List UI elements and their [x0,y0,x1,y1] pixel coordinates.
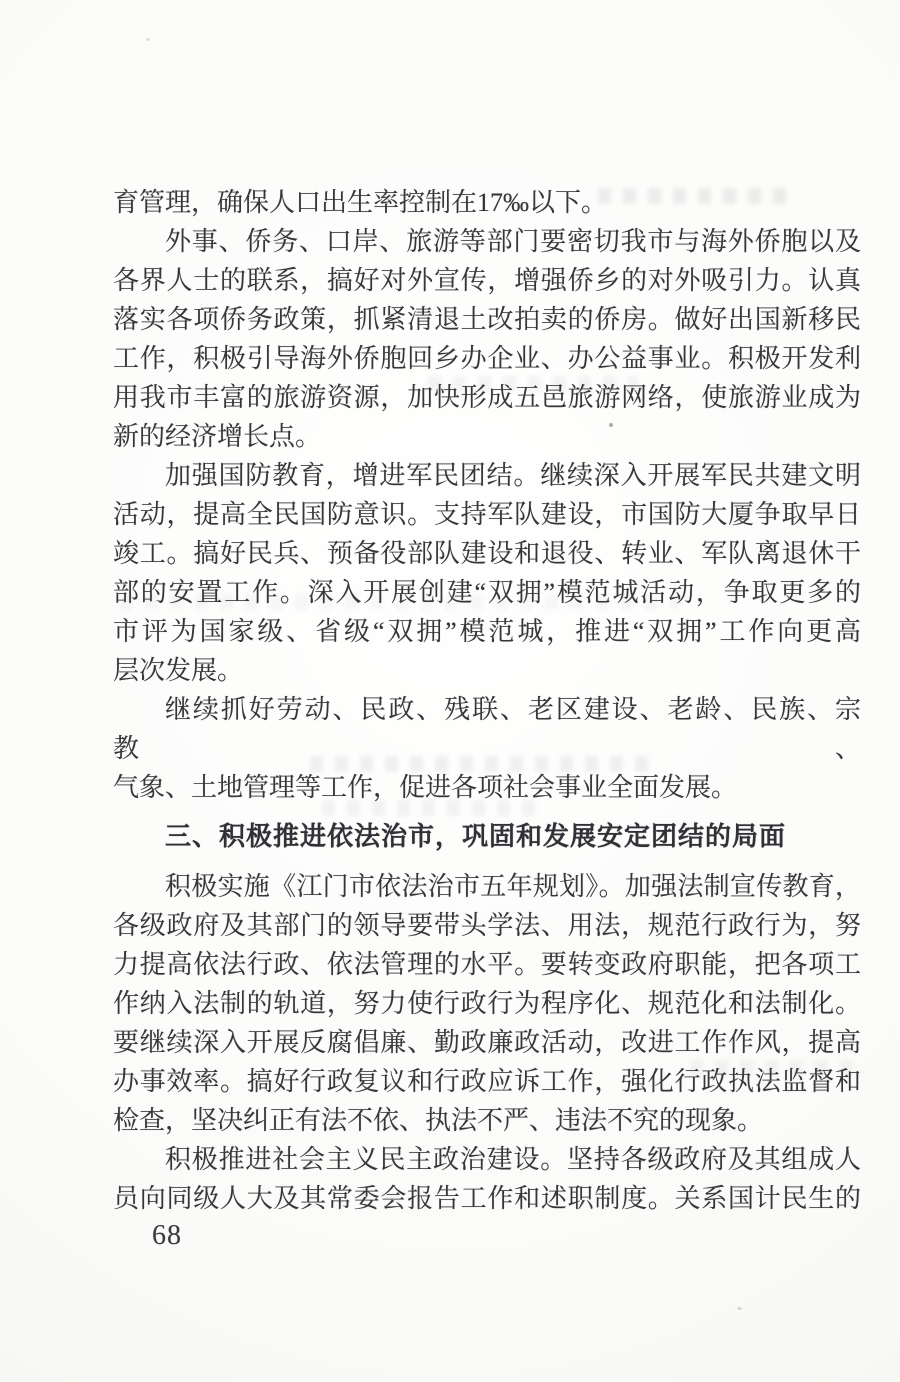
body-line: 气象、土地管理等工作，促进各项社会事业全面发展。 [113,773,738,802]
body-line: 积极推进社会主义民主政治建设。坚持各级政府及其组成人 [165,1145,861,1174]
body-line: 外事、侨务、口岸、旅游等部门要密切我市与海外侨胞以及 [165,227,861,256]
body-line: 办事效率。搞好行政复议和行政应诉工作，强化行政执法监督和 [113,1067,861,1096]
body-line: 员向同级人大及其常委会报告工作和述职制度。关系国计民生的 [113,1184,861,1213]
body-line: 各界人士的联系，搞好对外宣传，增强侨乡的对外吸引力。认真 [113,266,861,295]
body-line: 积极实施《江门市依法治市五年规划》。加强法制宣传教育， [165,872,861,901]
page-number: 68 [152,1220,182,1251]
section-heading: 三、积极推进依法治市，巩固和发展安定团结的局面 [165,821,787,851]
body-text-block [113,183,861,1218]
body-line: 育管理，确保人口出生率控制在17‰以下。 [113,188,608,217]
body-line: 要继续深入开展反腐倡廉、勤政廉政活动，改进工作作风，提高 [113,1028,861,1057]
body-line: 各级政府及其部门的领导要带头学法、用法，规范行政行为，努 [113,911,861,940]
body-line: 加强国防教育，增进军民团结。继续深入开展军民共建文明 [165,461,861,490]
body-line: 用我市丰富的旅游资源，加快形成五邑旅游网络，使旅游业成为 [113,383,861,412]
body-line: 活动，提高全民国防意识。支持军队建设，市国防大厦争取早日 [113,500,861,529]
body-line: 工作，积极引导海外侨胞回乡办企业、办公益事业。积极开发利 [113,344,861,373]
body-line: 继续抓好劳动、民政、残联、老区建设、老龄、民族、宗教、 [113,695,861,763]
body-line: 层次发展。 [113,656,244,685]
scan-speck [737,1307,742,1310]
body-line: 检查，坚决纠正有法不依、执法不严、违法不究的现象。 [113,1106,764,1135]
body-line: 力提高依法行政、依法管理的水平。要转变政府职能，把各项工 [113,950,861,979]
body-line: 部的安置工作。深入开展创建“双拥”模范城活动，争取更多的 [113,578,861,607]
scan-speck [146,38,150,41]
body-line: 新的经济增长点。 [113,422,322,451]
body-line: 市评为国家级、省级“双拥”模范城，推进“双拥”工作向更高 [113,617,861,646]
body-line: 落实各项侨务政策，抓紧清退土改拍卖的侨房。做好出国新移民 [113,305,861,334]
body-line: 作纳入法制的轨道，努力使行政行为程序化、规范化和法制化。 [113,989,861,1018]
body-line: 竣工。搞好民兵、预备役部队建设和退役、转业、军队离退休干 [113,539,861,568]
